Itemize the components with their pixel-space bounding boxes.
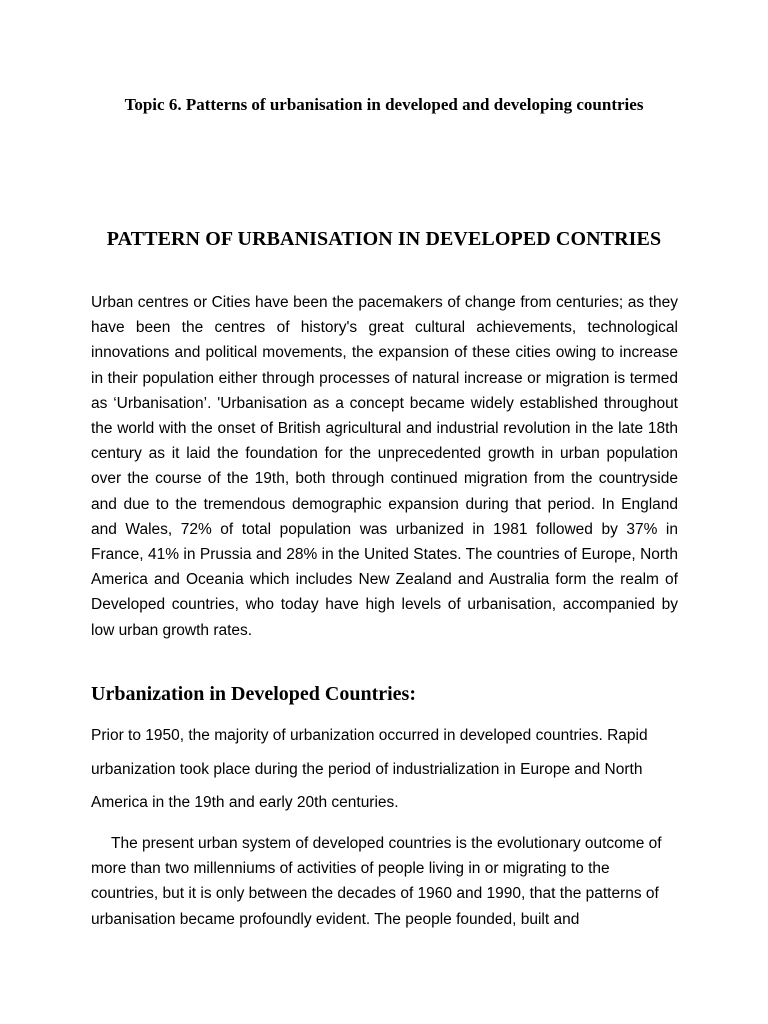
body-paragraph: The present urban system of developed countries is the evolutionary outcome of more than two millenniums of activities of people living in or migrating to the countries, but it is only between the decades of 1960 and 1990, that the patterns of urbanisation became profoundly evident. The people founded, built and (91, 835, 662, 928)
body-paragraph: Prior to 1950, the majority of urbanization occurred in developed countries. Rapid urbanization took place during the period of industrialization in Europe and North America in the 19th and early 20th centuries. (91, 727, 648, 811)
section-heading: PATTERN OF URBANISATION IN DEVELOPED CONTRIES (106, 228, 662, 250)
topic-title: Topic 6. Patterns of urbanisation in developed and developing countries (124, 95, 644, 114)
sub-heading: Urbanization in Developed Countries: (91, 683, 416, 705)
body-paragraph: Urban centres or Cities have been the pacemakers of change from centuries; as they have been the centres of history's great cultural achievements, technological innovations and political movements, the expansion of these cities owing to increase in their population either through processes of natural increase or migration is termed as ‘Urbanisation’. 'Urbanisation as a concept became widely established throughout the world with the onset of British agricultural and industrial revolution in the late 18th century as it laid the foundation for the unprecedented growth in urban population over the course of the 19th, both through continued migration from the countryside and due to the tremendous demographic expansion during that period. In England and Wales, 72% of total population was urbanized in 1981 followed by 37% in France, 41% in Prussia and 28% in the United States. The countries of Europe, North America and Oceania which includes New Zealand and Australia form the realm of Developed countries, who today have high levels of urbanisation, accompanied by low urban growth rates. (91, 294, 678, 639)
